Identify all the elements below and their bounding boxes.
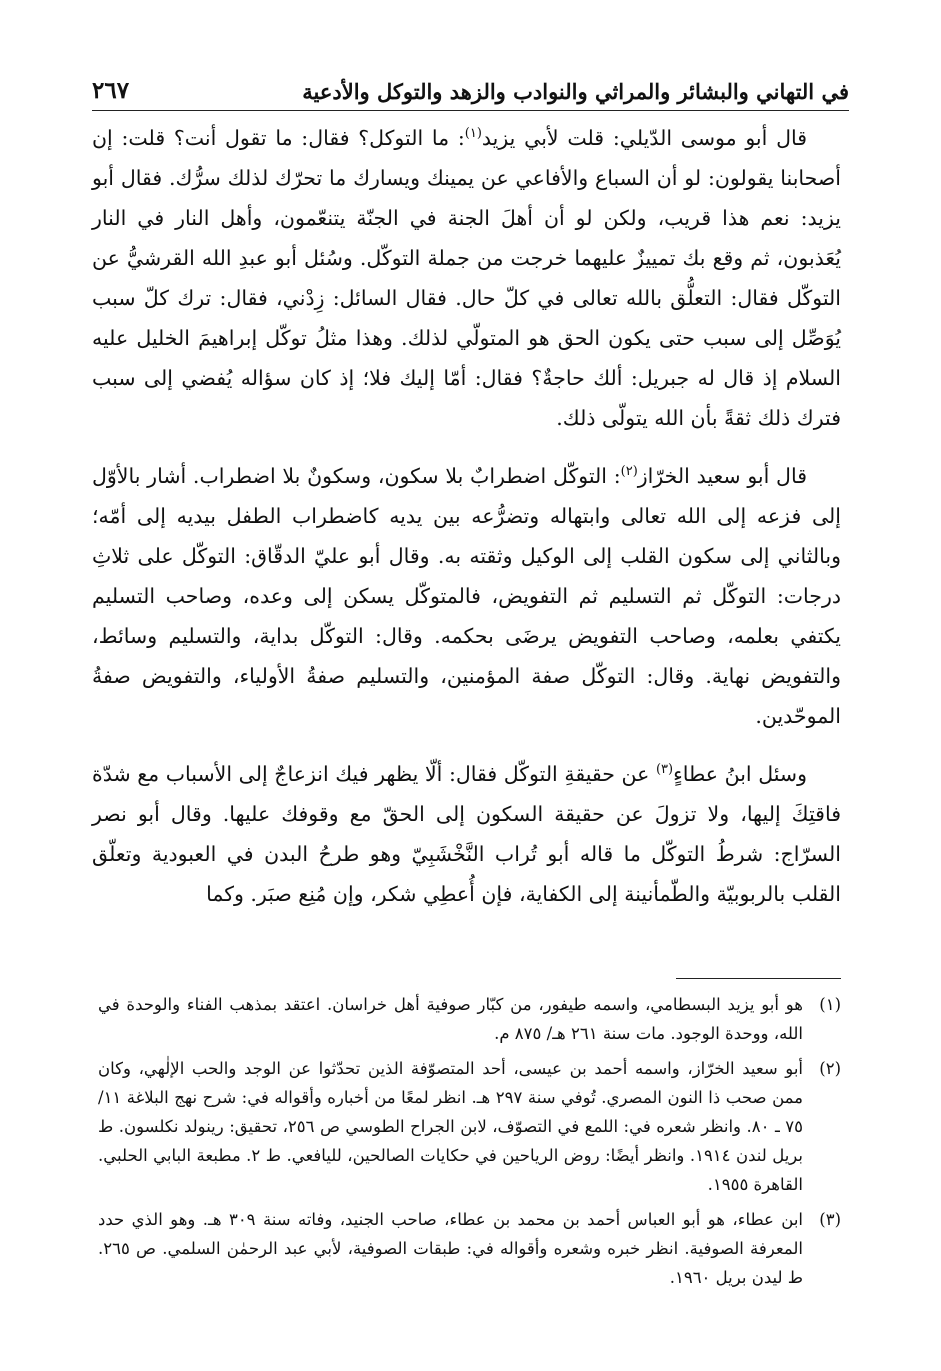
footnote-separator (676, 978, 841, 979)
running-header (92, 62, 849, 111)
footnote-text: ابن عطاء، هو أبو العباس أحمد بن محمد بن عطاء، صاحب الجنيد، وفاته سنة ٣٠٩ هـ. وهو الذي حدد المعرفة الصوفية. انظر خبره وشعره وأقواله في: طبقات الصوفية، لأبي عبد الرحمٰن السلمي. ص ٢٦٥. ط ليدن بريل ١٩٦٠. (98, 1210, 804, 1287)
paragraph (92, 456, 841, 736)
footnote-number: (٢) (819, 1059, 841, 1078)
paragraph-text: قال أبو موسى الدّيلي: قلت لأبي يزيد (481, 126, 808, 150)
paragraph-text: : التوكّل اضطرابٌ بلا سكون، وسكونٌ بلا اضطراب. أشار بالأوّل إلى فزعه إلى الله تعالى وابتهاله وتضرُّعه بين يديه كاضطراب الطفل بيديه إلى أمّه؛ وبالثاني إلى سكون القلب إلى الوكيل وثقته به. وقال أبو عليّ الدقّاق: التوكّل على ثلاثِ درجات: التوكّل ثم التسليم ثم التفويض، فالمتوكّل يسكن إلى وعده، وصاحب التسليم يكتفي بعلمه، وصاحب التفويض يرضَى بحكمه. وقال: التوكّل بداية، والتسليم وسائط، والتفويض نهاية. وقال: التوكّل صفة المؤمنين، والتسليم صفةُ الأولياء، والتفويض صفةُ الموحّدين. (92, 464, 841, 728)
footnote-number: (١) (819, 995, 841, 1014)
footnotes (98, 990, 841, 1298)
main-text (92, 118, 841, 932)
paragraph-text: قال أبو سعيد الخرّاز (637, 464, 807, 488)
footnote-text: هو أبو يزيد البسطامي، واسمه طيفور، من كبّار صوفية أهل خراسان. اعتقد بمذهب الفناء والوحدة في الله، ووحدة الوجود. مات سنة ٢٦١ هـ/ ٨٧٥ م. (98, 995, 803, 1043)
footnote-number: (٣) (819, 1210, 841, 1229)
page-number: ٢٦٧ (92, 77, 130, 104)
footnote-text: أبو سعيد الخرّاز، واسمه أحمد بن عيسى، أحد المتصوّفة الذين تحدّثوا عن الوجد والحب الإلٰهي، وكان ممن صحب ذا النون المصري. تُوفي سنة ٢٩٧ هـ. انظر لمعًا من أخباره وأقواله في: شرح نهج البلاغة ١١/ ٧٥ ـ ٨٠. وانظر شعره في: اللمع في التصوّف، لابن الجراح الطوسي ص ٢٥٦، تحقيق: رينولد نكلسون. ط بريل لندن ١٩١٤. وانظر أيضًا: روض الرياحين في حكايات الصالحين، لليافعي. ط ٢. مطبعة البابي الحلبي. القاهرة ١٩٥٥. (98, 1059, 804, 1194)
running-title: في التهاني والبشائر والمراثي والنوادب والزهد والتوكل والأدعية (302, 79, 849, 104)
paragraph (92, 754, 841, 914)
paragraph-text: : ما التوكل؟ فقال: ما تقول أنت؟ قلت: إن أصحابنا يقولون: لو أن السباع والأفاعي عن يمينك ويسارك ما تحرّك لذلك سرُّك. فقال أبو يزيد: نعم هذا قريب، ولكن لو أن أهلَ الجنة في الجنّة يتنعّمون، وأهل النار في النار يُعَذبون، ثم وقع بك تمييزٌ عليهما خرجت من جملة التوكّل. وسُئل أبو عبدِ الله القرشيُّ عن التوكّل فقال: التعلُّق بالله تعالى في كلّ حال. فقال السائل: زِدْني، فقال: ترك كلّ سبب يُوَصِّل إلى سبب حتى يكون الحق هو المتولّي لذلك. وهذا مثلُ توكّل إبراهيمَ الخليل عليه السلام إذ قال له جبريل: ألك حاجةٌ؟ فقال: أمّا إليك فلا؛ إذ كان سؤاله يُفضي إلى سبب فترك ذلك ثقةً بأن الله يتولّى ذلك. (92, 126, 841, 430)
footnote (98, 1054, 841, 1199)
footnote (98, 990, 841, 1048)
footnote (98, 1205, 841, 1292)
paragraph-text: عن حقيقةِ التوكّل فقال: ألّا يظهر فيك انزعاجٌ إلى الأسباب مع شدّة فاقتِكَ إليها، ولا تزولَ عن حقيقة السكون إلى الحقّ مع وقوفك عليها. وقال أبو نصر السرّاج: شرطُ التوكّل ما قاله أبو تُراب النَّخْشَبِيّ وهو طرحُ البدن في العبودية وتعلّق القلب بالربوبيّة والطّمأنينة إلى الكفاية، فإن أُعطِي شكر، وإن مُنِع صبَر. وكما (92, 762, 841, 906)
paragraph (92, 118, 841, 438)
paragraph-text: وسئل ابنُ عطاءٍ (673, 762, 807, 786)
footnote-ref: (٢) (620, 464, 638, 480)
footnote-ref: (٣) (655, 762, 674, 778)
footnote-ref: (١) (464, 126, 482, 142)
